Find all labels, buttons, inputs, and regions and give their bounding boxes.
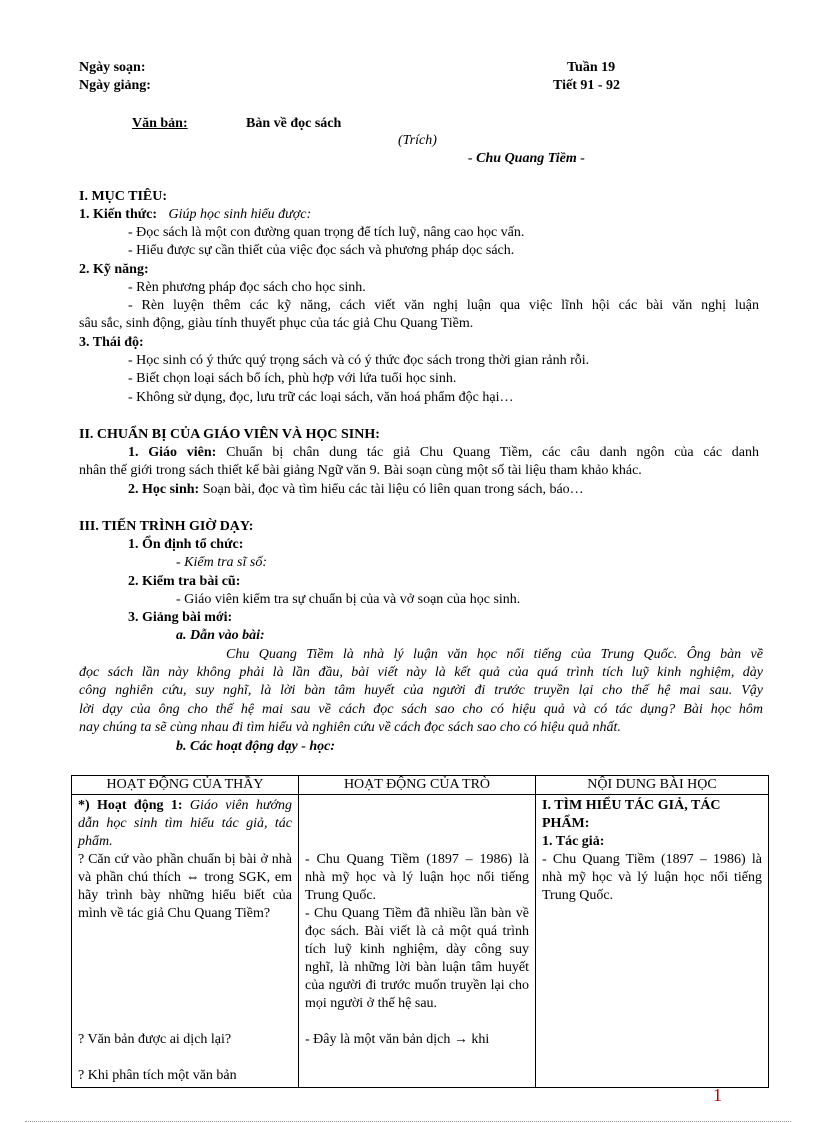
dan-vao-line: đọc sách lần này không phải là lần đầu, bài viết này là kết quả của quá trình tích luỹ kinh nghiệm, dày	[79, 665, 763, 680]
document-title: Bàn về đọc sách	[246, 116, 342, 131]
table-header: NỘI DUNG BÀI HỌC	[536, 776, 769, 795]
ngay-giang-label: Ngày giảng:	[79, 78, 151, 93]
section-3-heading: III. TIẾN TRÌNH GIỜ DẠY:	[79, 519, 254, 534]
table-header: HOẠT ĐỘNG CỦA THẦY	[72, 776, 299, 795]
giao-vien-label: 1. Giáo viên:	[128, 445, 217, 460]
student-activity-cell	[299, 795, 536, 1088]
ky-nang-item: - Rèn luyện thêm các kỹ năng, cách viết văn nghị luận qua việc lĩnh hội các bài văn nghị luận	[128, 298, 759, 313]
hoc-sinh-text: Soạn bài, đọc và tìm hiểu các tài liệu có liên quan trong sách, báo…	[202, 482, 584, 497]
hoc-sinh-row	[128, 482, 584, 498]
content-text: - Chu Quang Tiềm (1897 – 1986) là nhà mỹ học và lý luận học nổi tiếng Trung Quốc.	[542, 852, 762, 903]
giang-bai-label: 3. Giảng bài mới:	[128, 610, 233, 625]
dan-vao-label: a. Dẫn vào bài:	[176, 628, 265, 643]
teacher-question: ? Khi phân tích một văn bản	[78, 1068, 237, 1083]
on-dinh-label: 1. Ổn định tổ chức:	[128, 537, 244, 552]
page-number: 1	[713, 1085, 722, 1105]
thai-do-label: 3. Thái độ:	[79, 335, 144, 350]
activity-label: *) Hoạt động 1:	[78, 798, 183, 813]
section-2-heading: II. CHUẨN BỊ CỦA GIÁO VIÊN VÀ HỌC SINH:	[79, 427, 380, 442]
dan-vao-line: lời dạy của ông cho thế hệ mai sau về cách đọc sách sao cho có hiệu quả và có tác dụng? Bài học hôm	[79, 702, 763, 717]
dan-vao-line: Chu Quang Tiềm là nhà lý luận văn học nổi tiếng của Trung Quốc. Ông bàn về	[226, 647, 763, 662]
ky-nang-item: - Rèn phương pháp đọc sách cho học sinh.	[128, 280, 366, 295]
content-heading: I. TÌM HIỂU TÁC GIẢ, TÁC PHẨM:	[542, 798, 721, 831]
teacher-question: ? Văn bản được ai dịch lại?	[78, 1032, 232, 1047]
teacher-activity-cell	[72, 795, 299, 1088]
section-1-heading: I. MỤC TIÊU:	[79, 189, 168, 204]
lesson-content-cell	[536, 795, 769, 1088]
hoc-sinh-label: 2. Học sinh:	[128, 482, 200, 497]
tiet-label: Tiết 91 - 92	[553, 78, 621, 93]
trich-note: (Trích)	[398, 133, 437, 148]
tuan-label: Tuần 19	[567, 60, 616, 75]
dan-vao-line: nay chúng ta sẽ cùng nhau đi tìm hiểu và nghiên cứu về cách đọc sách sao cho có hiệu quả nhất.	[79, 720, 621, 735]
kien-thuc-label: 1. Kiến thức:	[79, 207, 158, 222]
table-row	[72, 795, 769, 1088]
thai-do-item: - Học sinh có ý thức quý trọng sách và có ý thức đọc sách trong thời gian rảnh rỗi.	[128, 353, 590, 368]
student-answer: - Chu Quang Tiềm (1897 – 1986) là nhà mỹ học và lý luận học nổi tiếng Trung Quốc.	[305, 852, 529, 903]
ky-nang-item-cont: sâu sắc, sinh động, giàu tính thuyết phục của tác giả Chu Quang Tiềm.	[79, 316, 474, 331]
giao-vien-text-cont: nhân thế giới trong sách thiết kế bài giảng Ngữ văn 9. Bài soạn cùng một số tài liệu tham khảo khác.	[79, 463, 642, 478]
hoat-dong-label: b. Các hoạt động dạy - học:	[176, 739, 336, 754]
van-ban-label: Văn bản:	[132, 116, 188, 131]
kien-thuc-item: - Hiểu được sự cần thiết của việc đọc sách và phương pháp dọc sách.	[128, 243, 515, 258]
table-header: HOẠT ĐỘNG CỦA TRÒ	[299, 776, 536, 795]
content-subheading: 1. Tác giả:	[542, 834, 605, 849]
kien-thuc-row	[79, 207, 311, 223]
student-answer: - Chu Quang Tiềm đã nhiều lần bàn về đọc sách. Bài viết là cả một quá trình tích luỹ kinh nghiệm, dày công suy nghĩ, là những lời bàn luận tâm huyết của người đi trước muốn truyền lại cho mọi người ở thế hệ sau.	[305, 906, 529, 1011]
on-dinh-item: - Kiểm tra sĩ số:	[176, 555, 267, 570]
kiem-tra-label: 2. Kiểm tra bài cũ:	[128, 574, 241, 589]
giao-vien-text: Chuẩn bị chân dung tác giả Chu Quang Tiềm, các câu danh ngôn của các danh	[226, 445, 759, 460]
lesson-table	[71, 775, 769, 1088]
ngay-soan-label: Ngày soạn:	[79, 60, 146, 75]
kiem-tra-item: - Giáo viên kiểm tra sự chuẩn bị của và vở soạn của học sinh.	[176, 592, 521, 607]
activity-text: Giáo viên hướng dẫn học sinh tìm hiểu tác giả, tác phẩm.	[78, 798, 293, 849]
ky-nang-label: 2. Kỹ năng:	[79, 262, 149, 277]
dan-vao-line: công nghiên cứu, suy nghĩ, là lời bàn tâm huyết của người đi trước truyền lại cho thế hệ mai sau. Vậy	[79, 683, 763, 698]
page-bottom-rule	[25, 1121, 791, 1122]
author: - Chu Quang Tiềm -	[468, 151, 585, 166]
teacher-question: ? Căn cứ vào phần chuẩn bị bài ở nhà và phần chú thích ⇔ trong SGK, em hãy trình bày những hiểu biết của mình về tác giả Chu Quang Tiềm?	[78, 852, 292, 921]
thai-do-item: - Biết chọn loại sách bổ ích, phù hợp với lứa tuổi học sinh.	[128, 371, 457, 386]
student-answer: - Đây là một văn bản dịch → khi	[305, 1032, 490, 1047]
thai-do-item: - Không sử dụng, đọc, lưu trữ các loại sách, văn hoá phẩm độc hại…	[128, 390, 514, 405]
kien-thuc-item: - Đọc sách là một con đường quan trọng để tích luỹ, nâng cao học vấn.	[128, 225, 525, 240]
kien-thuc-intro: Giúp học sinh hiểu được:	[168, 207, 312, 222]
giao-vien-row	[128, 445, 759, 461]
table-header-row	[72, 776, 769, 795]
